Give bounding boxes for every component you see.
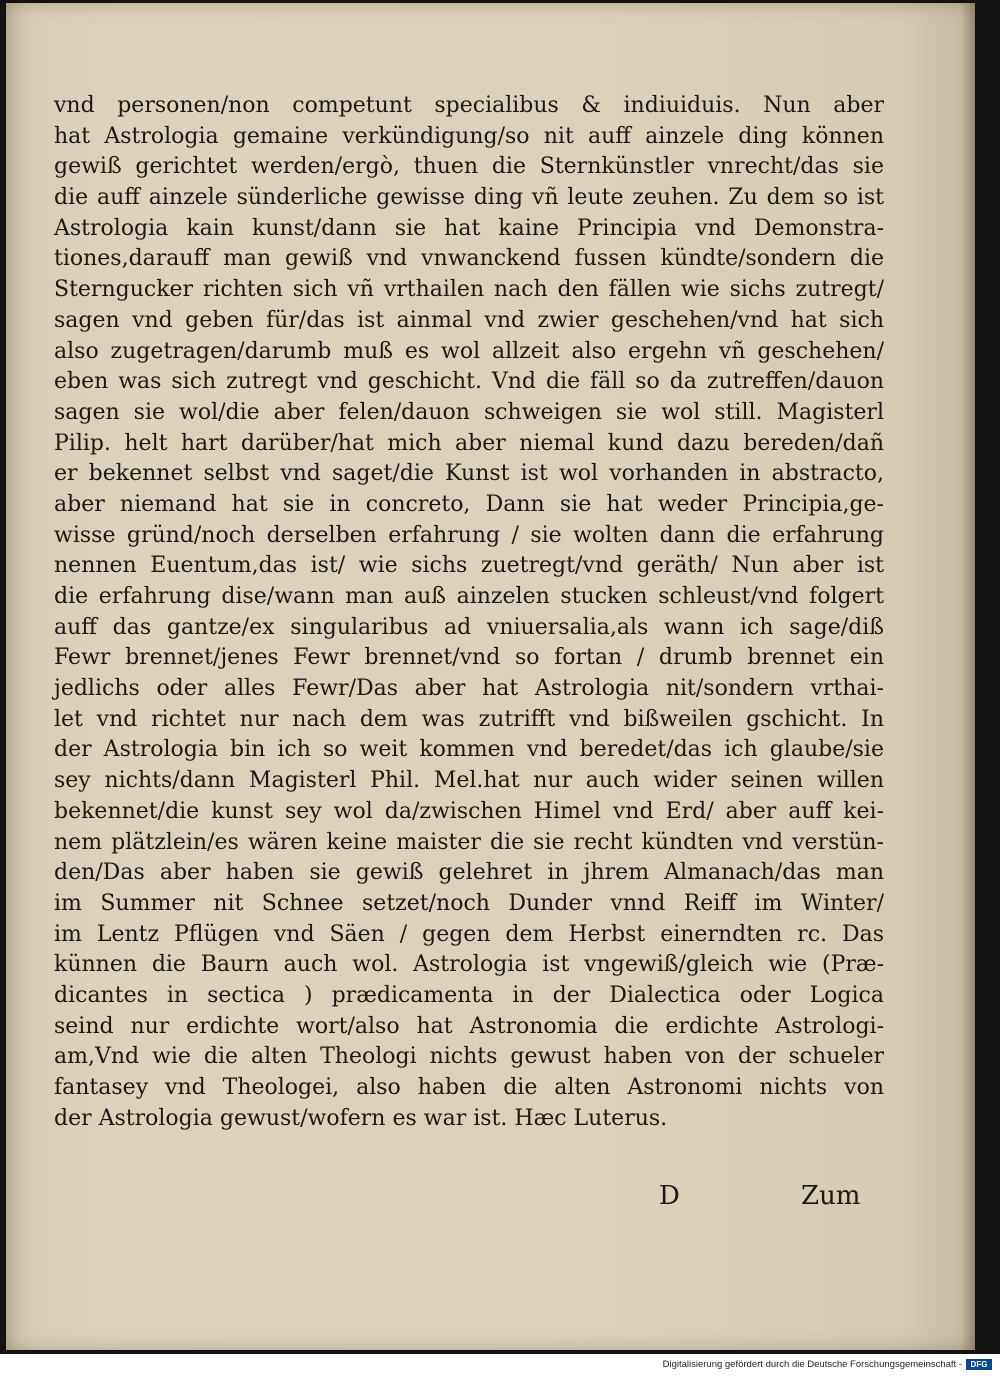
text-line: er bekennet selbst vnd saget/die Kunst ist wol vorhanden in abstracto, (54, 461, 884, 487)
text-line: vnd personen/non competunt specialibus & indiuiduis. Nun aber (54, 93, 884, 118)
text-line: nem plätzlein/es wären keine maister die sie recht kündten vnd verstün- (54, 829, 884, 855)
footer-bar (0, 1354, 1000, 1376)
text-line: Sterngucker richten sich vñ vrthailen nach den fällen wie sichs zutregt/ (54, 277, 884, 303)
catchword: Zum (801, 1181, 861, 1211)
funding-credit: Digitalisierung gefördert durch die Deutsche Forschungsgemeinschaft - (662, 1359, 962, 1370)
text-line: eben was sich zutregt vnd geschicht. Vnd die fäll so da zutreffen/dauon (54, 369, 884, 395)
text-line: bekennet/die kunst sey wol da/zwischen Himel vnd Erd/ aber auff kei- (54, 798, 884, 824)
text-line: dicantes in sectica ) prædicamenta in der Dialectica oder Logica (54, 982, 884, 1008)
text-line: tiones,darauff man gewiß vnd vnwanckend fussen kündte/sondern die (54, 246, 884, 272)
text-line: der Astrologia bin ich so weit kommen vnd beredet/das ich glaube/sie (54, 737, 884, 763)
text-line: auff das gantze/ex singularibus ad vniuersalia,als wann ich sage/diß (54, 614, 884, 640)
text-line: Fewr brennet/jenes Fewr brennet/vnd so fortan / drumb brennet ein (54, 645, 884, 671)
text-line: der Astrologia gewust/wofern es war ist. Hæc Luterus. (54, 1105, 668, 1131)
text-line: künnen die Baurn auch wol. Astrologia ist vngewiß/gleich wie (Præ- (54, 952, 884, 978)
text-line: Astrologia kain kunst/dann sie hat kaine Principia vnd Demonstra- (54, 215, 884, 241)
text-line: im Summer nit Schnee setzet/noch Dunder vnnd Reiff im Winter/ (54, 890, 884, 916)
signature-mark: D (659, 1181, 680, 1211)
text-line: jedlichs oder alles Fewr/Das aber hat Astrologia nit/sondern vrthai- (54, 676, 884, 702)
text-line: let vnd richtet nur nach dem was zutrifft vnd bißweilen gschicht. In (54, 706, 884, 732)
text-line: die auff ainzele sünderliche gewisse ding vñ leute zeuhen. Zu dem so ist (54, 185, 884, 211)
text-line: am,Vnd wie die alten Theologi nichts gewust haben von der schueler (54, 1044, 884, 1070)
text-line: wisse gründ/noch derselben erfahrung / sie wolten dann die erfahrung (54, 522, 884, 548)
book-page (6, 3, 975, 1350)
text-line: seind nur erdichte wort/also hat Astronomia die erdichte Astrologi- (54, 1013, 884, 1039)
text-line: sey nichts/dann Magisterl Phil. Mel.hat nur auch wider seinen willen (54, 768, 884, 794)
body-text (54, 91, 884, 1134)
text-line: fantasey vnd Theologei, also haben die alten Astronomi nichts von (54, 1075, 884, 1100)
text-line: hat Astrologia gemaine verkündigung/so nit auff ainzele ding können (54, 123, 884, 149)
text-line: den/Das aber haben sie gewiß gelehret in jhrem Almanach/das man (54, 860, 884, 886)
text-line: sagen vnd geben für/das ist ainmal vnd zwier geschehen/vnd hat sich (54, 307, 884, 333)
text-line: im Lentz Pflügen vnd Säen / gegen dem Herbst einerndten rc. Das (54, 921, 884, 947)
text-line: aber niemand hat sie in concreto, Dann sie hat weder Principia,ge- (54, 491, 884, 517)
text-line: nennen Euentum,das ist/ wie sichs zuetregt/vnd geräth/ Nun aber ist (54, 553, 884, 579)
text-line: also zugetragen/darumb muß es wol allzeit also ergehn vñ geschehen/ (54, 338, 884, 364)
text-line: die erfahrung dise/wann man auß ainzelen stucken schleust/vnd folgert (54, 584, 884, 609)
dfg-logo-icon: DFG (966, 1359, 992, 1370)
text-line: Pilip. helt hart darüber/hat mich aber niemal kund dazu bereden/dañ (54, 430, 884, 456)
text-line: gewiß gerichtet werden/ergò, thuen die Sternkünstler vnrecht/das sie (54, 154, 884, 180)
text-line: sagen sie wol/die aber felen/dauon schweigen sie wol still. Magisterl (54, 399, 884, 425)
